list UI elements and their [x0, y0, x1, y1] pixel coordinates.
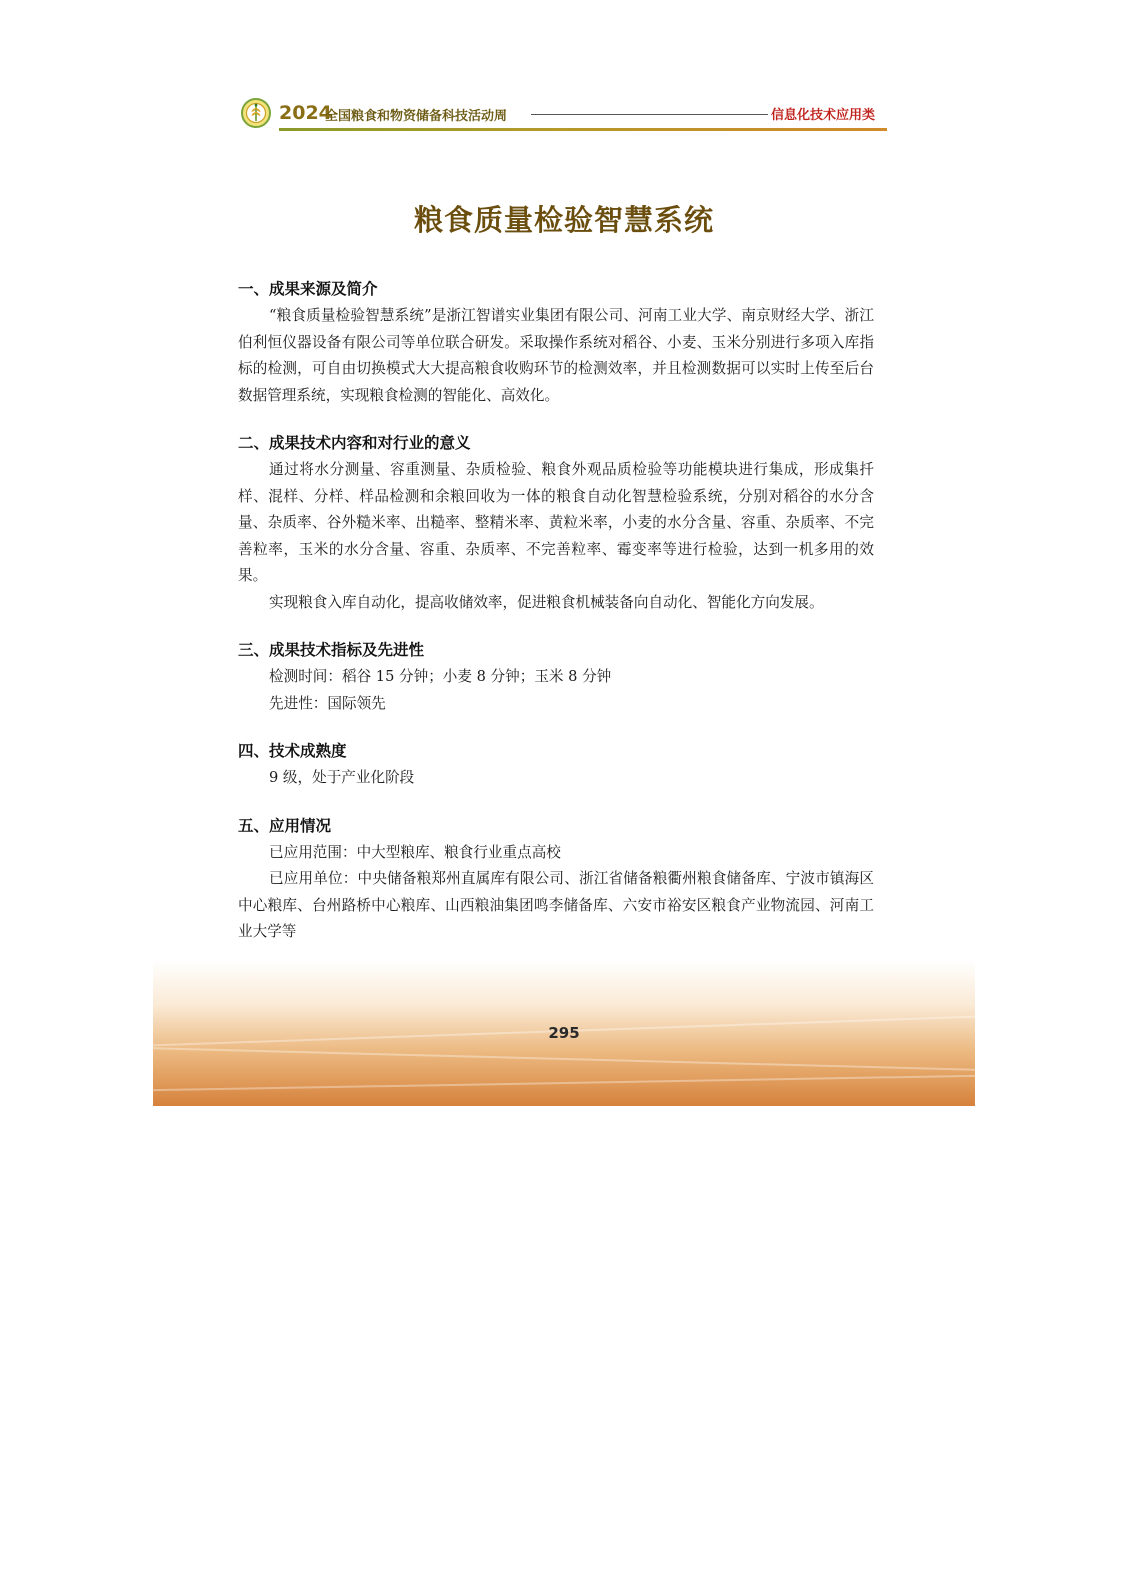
header-event-title: 全国粮食和物资储备科技活动周	[325, 109, 508, 124]
header-category: 信息化技术应用类	[771, 108, 876, 123]
header-divider-line	[531, 114, 768, 115]
wheat-emblem-icon	[241, 98, 271, 128]
section-application	[238, 813, 874, 946]
section-heading: 一、成果来源及简介	[238, 280, 378, 298]
section-heading: 三、成果技术指标及先进性	[238, 641, 425, 659]
paragraph: “粮食质量检验智慧系统”是浙江智谱实业集团有限公司、河南工业大学、南京财经大学、浙江伯利恒仪器设备有限公司等单位联合研发。采取操作系统对稻谷、小麦、玉米分别进行多项入库指标的检测，可自由切换模式大大提高粮食收购环节的检测效率，并且检测数据可以实时上传至后台数据管理系统，实现粮食检测的智能化、高效化。	[238, 307, 874, 404]
section-maturity	[238, 738, 874, 792]
paragraph: 通过将水分测量、容重测量、杂质检验、粮食外观品质检验等功能模块进行集成，形成集扦样、混样、分样、样品检测和余粮回收为一体的粮食自动化智慧检验系统，分别对稻谷的水分含量、杂质率、谷外糙米率、出糙率、整精米率、黄粒米率，小麦的水分含量、容重、杂质率、不完善粒率，玉米的水分含量、容重、杂质率、不完善粒率、霉变率等进行检验，达到一机多用的效果。	[238, 461, 874, 584]
document-title: 粮食质量检验智慧系统	[413, 203, 714, 237]
section-heading: 五、应用情况	[238, 816, 332, 835]
running-header	[241, 94, 887, 134]
paragraph: 9 级，处于产业化阶段	[269, 769, 415, 786]
section-source-intro	[238, 276, 874, 409]
section-technical-content	[238, 430, 874, 616]
section-heading: 四、技术成熟度	[238, 742, 347, 760]
header-underline	[279, 128, 887, 131]
section-technical-indicators	[238, 637, 874, 717]
paragraph: 先进性：国际领先	[269, 694, 386, 712]
document-page	[153, 80, 975, 1106]
header-year: 2024	[279, 102, 332, 124]
paragraph: 已应用单位：中央储备粮郑州直属库有限公司、浙江省储备粮衢州粮食储备库、宁波市镇海区中心粮库、台州路桥中心粮库、山西粮油集团鸣李储备库、六安市裕安区粮食产业物流园、河南工业大学等	[238, 870, 874, 940]
paragraph: 已应用范围：中大型粮库、粮食行业重点高校	[269, 843, 561, 861]
paragraph: 实现粮食入库自动化，提高收储效率，促进粮食机械装备向自动化、智能化方向发展。	[269, 593, 824, 611]
footer-streak	[153, 1075, 975, 1091]
section-heading: 二、成果技术内容和对行业的意义	[238, 434, 471, 452]
footer-streak	[153, 1047, 975, 1071]
document-body	[238, 276, 874, 967]
page-number: 295	[548, 1024, 580, 1042]
paragraph: 检测时间：稻谷 15 分钟；小麦 8 分钟；玉米 8 分钟	[269, 668, 612, 685]
